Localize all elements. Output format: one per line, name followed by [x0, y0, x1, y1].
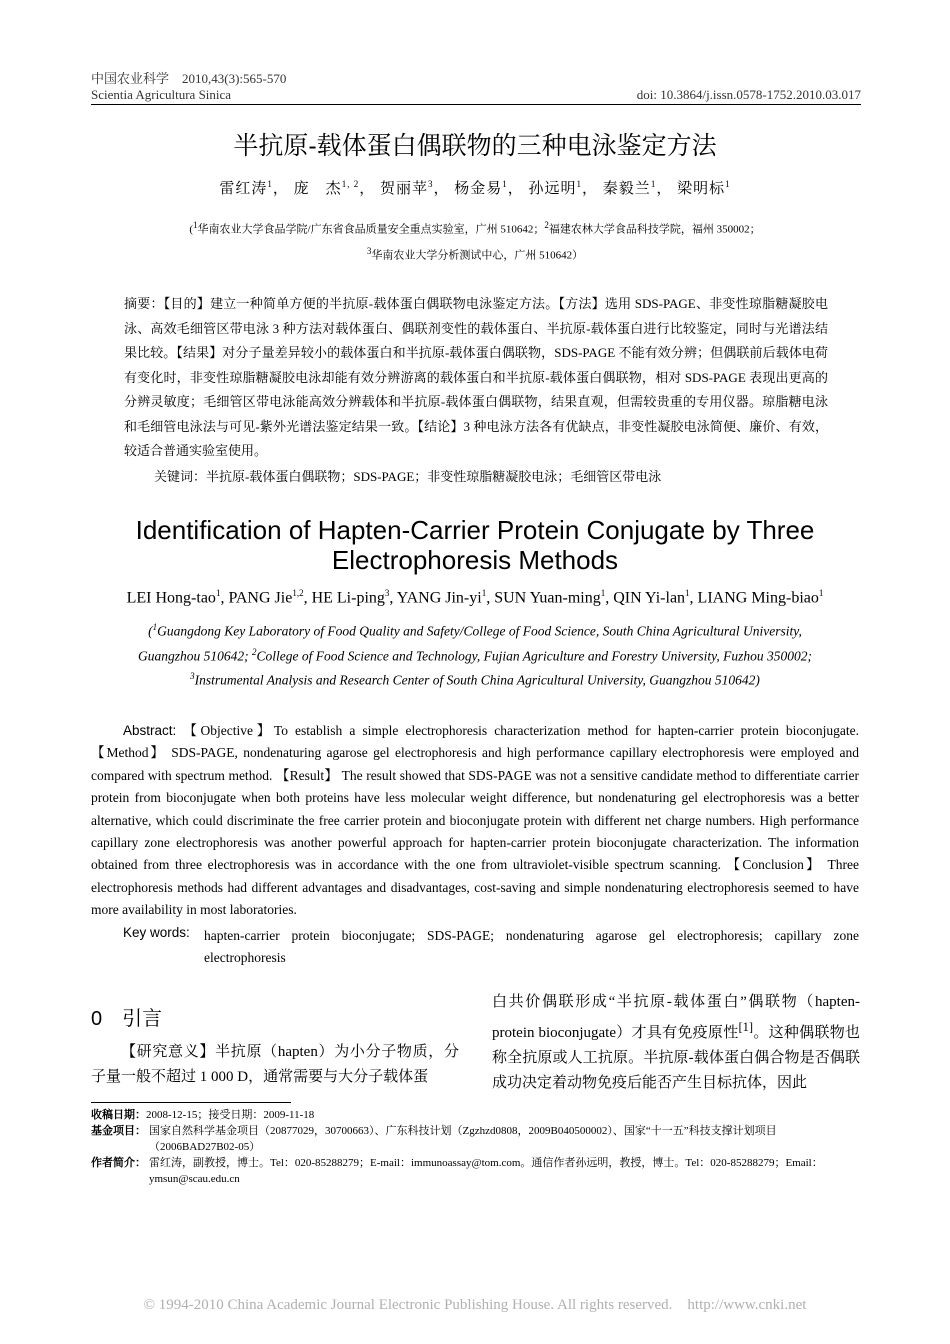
- keywords-en-text: hapten-carrier protein bioconjugate; SDS-PAGE; nondenaturing agarose gel electrophoresis; capillary zone electrophoresis: [204, 928, 859, 966]
- abstract-en-label: Abstract:: [123, 723, 177, 738]
- author-sup: 1,2: [292, 588, 304, 598]
- copyright-watermark: © 1994-2010 China Academic Journal Electronic Publishing House. All rights reserved. http://www.cnki.net: [143, 1297, 807, 1313]
- fund-text: 国家自然科学基金项目（20877029，30700663）、广东科技计划（Zgzhzd0808，2009B040500002）、国家“十一五”科技支撑计划项目（2006BAD27B02-05）: [149, 1125, 777, 1153]
- conclusion-text: Three electrophoresis methods had different advantages and disadvantages, cost-saving and simple nondenaturing electrophoresis seemed to have more availability in most laboratories.: [91, 857, 860, 918]
- aff-sup: 3: [366, 246, 372, 256]
- title-en-line1: Identification of Hapten-Carrier Protein Conjugate by Three: [135, 515, 815, 545]
- authors-cn: 雷红涛$^1$， 庞 杰$^{1, 2}$， 贺丽苹$^3$， 杨金易$^1$， 孙远明$^1$， 秦毅兰$^1$， 梁明标$^1$: [219, 179, 731, 197]
- aff-en-3: Instrumental Analysis and Research Center of South China Agricultural University, Guangzhou 510642: [194, 672, 756, 688]
- method-label: 【Method】: [91, 745, 166, 761]
- title-en: [0, 515, 950, 575]
- affiliation-cn-line2: [0, 246, 950, 263]
- author-sup: 1: [576, 179, 583, 189]
- author-sup: 1: [502, 179, 508, 189]
- title-cn: 半抗原-载体蛋白偶联物的三种电泳鉴定方法: [233, 132, 717, 160]
- author-en: YANG Jin-yi: [396, 589, 482, 607]
- received-text: 2008-12-15；接受日期：2009-11-18: [146, 1109, 315, 1121]
- method-text: SDS-PAGE, nondenaturing agarose gel electrophoresis and high performance capillary electrophoresis were employed and compared with spectrum method.: [91, 745, 860, 783]
- author-bio-label: 作者简介：: [91, 1157, 146, 1169]
- aff-en-1b: Guangzhou 510642;: [138, 648, 253, 664]
- aff-2: 福建农林大学食品科技学院，福州 350002；: [548, 223, 761, 236]
- result-text: The result showed that SDS-PAGE was not a sensitive candidate method to differentiate carrier protein from bioconjugate when both proteins have less molecular weight difference, but nondenaturing gel electrophoresis was a better alternative, which could discriminate the free carrier protein and bioconjugate protein with different net charge numbers. High performance capillary zone electrophoresis was another powerful approach for hapten-carrier protein bioconjugate characterization. The information obtained from three electrophoresis was in accordance with the one from ultraviolet-visible spectrum scanning.: [91, 767, 860, 873]
- author-cn: 杨金易: [454, 181, 503, 197]
- body-column-right: [492, 990, 860, 1096]
- aff-1: 华南农业大学食品学院/广东省食品质量安全重点实验室，广州 510642；: [197, 223, 545, 236]
- author-bio-text: 雷红涛，副教授，博士。Tel：020-85288279；E-mail：immunoassay@tom.com。通信作者孙远明，教授，博士。Tel：020-85288279；Email：ymsun@scau.edu.cn: [149, 1157, 823, 1185]
- author-en: LEI Hong-tao: [126, 589, 216, 607]
- received-label: 收稿日期：: [91, 1109, 146, 1121]
- body-text-right-a: 白共价偶联形成“半抗原-载体蛋白”偶联物（hapten-protein bioconjugate）才具有免疫原性: [492, 994, 860, 1041]
- body-text-left: 半抗原（hapten）为小分子物质，分子量一般不超过 1 000 D，通常需要与大分子载体蛋: [91, 1044, 459, 1085]
- author-cn: 雷红涛: [219, 181, 268, 197]
- journal-name-en: Scientia Agricultura Sinica: [91, 87, 232, 102]
- author-en: SUN Yuan-ming: [494, 589, 601, 607]
- authors-en: LEI Hong-tao$^1$, PANG Jie$^{1,2}$, HE Li-ping$^3$, YANG Jin-$yi^1$, SUN Yuan-ming$^1$, QIN Yi-lan$^1$, LIANG Ming-biao$^1$: [126, 588, 824, 607]
- aff-open: (: [189, 223, 194, 236]
- author-en: LIANG Ming-biao: [697, 589, 819, 607]
- section-heading: 0 引言: [91, 1008, 163, 1030]
- aff-sup: 3: [190, 671, 195, 681]
- aff-sup: 2: [252, 647, 257, 657]
- aff-sup: 2: [544, 220, 549, 230]
- fund-label: 基金项目：: [91, 1125, 146, 1137]
- affiliation-en-line3: $^3$Instrumental Analysis and Research Center of South China Agricultural University, Guangzhou 510642): [190, 671, 760, 688]
- doi: doi: 10.3864/j.issn.0578-1752.2010.03.017: [636, 87, 861, 102]
- body-column-left: [91, 1040, 459, 1090]
- title-en-line2: Electrophoresis Methods: [331, 545, 619, 575]
- author-cn: 秦毅兰: [602, 181, 651, 197]
- journal-name-cn: 中国农业科学 2010,43(3):565-570: [91, 71, 287, 86]
- research-significance-label: 【研究意义】: [121, 1044, 216, 1060]
- keywords-cn-text: 半抗原-载体蛋白偶联物；SDS-PAGE；非变性琼脂糖凝胶电泳；毛细管区带电泳: [206, 469, 662, 484]
- objective-label: 【Objective】: [183, 723, 274, 738]
- author-cn: 庞 杰: [293, 181, 342, 197]
- author-cn: 梁明标: [677, 181, 726, 197]
- footnote-rule: [91, 1102, 291, 1103]
- author-cn: 贺丽苹: [379, 181, 428, 197]
- author-sup: 1: [481, 588, 487, 598]
- author-sup: 1, 2: [341, 179, 360, 189]
- author-sup: 1: [650, 179, 657, 189]
- author-sup: 1: [725, 179, 731, 189]
- keywords-en-label: Key words:: [123, 925, 190, 940]
- citation-ref: [1]: [738, 1020, 754, 1034]
- author-cn: 孙远明: [528, 181, 577, 197]
- author-sup: 1: [267, 179, 273, 189]
- body-text-right-b: 。这种偶联物也称全抗原或人工抗原。半抗原-载体蛋白偶合物是否偶联成功决定着动物免疫后能否产生目标抗体，因此: [492, 1025, 860, 1091]
- aff-en-2: College of Food Science and Technology, Fujian Agriculture and Forestry University, Fuzhou 350002;: [256, 648, 812, 664]
- author-sup: 1: [685, 588, 690, 598]
- author-sup: 1: [600, 588, 606, 598]
- affiliation-cn-line1: [0, 220, 950, 237]
- objective-text: To establish a simple electrophoresis characterization method for hapten-carrier protein bioconjugate.: [273, 723, 860, 738]
- author-sup: 3: [384, 588, 390, 598]
- affiliation-en-line1: ($^1$Guangdong Key Laboratory of Food Quality and Safety/College of Food Science, South China Agricultural University,: [148, 622, 802, 639]
- aff-en-1: Guangdong Key Laboratory of Food Quality and Safety/College of Food Science, South China Agricultural University,: [157, 623, 802, 639]
- aff-sup: 1: [152, 622, 158, 632]
- footnote-fund: [91, 1123, 859, 1155]
- abstract-cn-text: 【目的】建立一种简单方便的半抗原-载体蛋白偶联物电泳鉴定方法。【方法】选用 SDS-PAGE、非变性琼脂糖凝胶电泳、高效毛细管区带电泳 3 种方法对载体蛋白、偶联剂变性的载体蛋白、半抗原-载体蛋白进行比较鉴定，同时与光谱法结果比较。【结果】对分子量差异较小的载体蛋白和半抗原-载体蛋白偶联物，SDS-PAGE 不能有效分辨；但偶联前后载体电荷有变化时，非变性琼脂糖凝胶电泳却能有效分辨游离的载体蛋白和半抗原-载体蛋白偶联物，相对 SDS-PAGE 表现出更高的分辨灵敏度；毛细管区带电泳能高效分辨载体和半抗原-载体蛋白偶联物，结果直观，但需较贵重的专用仪器。琼脂糖电泳和毛细管电泳法与可见-紫外光谱法鉴定结果一致。【结论】3 种电泳方法各有优缺点，非变性凝胶电泳简便、廉价、有效，较适合普通实验室使用。: [124, 296, 828, 458]
- keywords-cn: [154, 466, 661, 485]
- author-sup: 1: [818, 588, 824, 598]
- author-en: HE Li-ping: [311, 589, 385, 607]
- footnote-author: [91, 1155, 859, 1187]
- author-en: PANG Jie: [228, 589, 293, 607]
- abstract-cn: [124, 292, 828, 464]
- abstract-cn-label: 摘要：: [124, 296, 164, 311]
- author-en: QIN Yi-lan: [613, 589, 686, 607]
- author-sup: 1: [215, 588, 221, 598]
- aff-sup: 1: [193, 220, 198, 230]
- header-rule: [91, 104, 861, 105]
- result-label: 【Result】: [275, 767, 339, 783]
- keywords-cn-label: 关键词：: [154, 469, 207, 484]
- author-sup: 3: [427, 179, 434, 189]
- footnote-received: [91, 1107, 859, 1123]
- affiliation-en-line2: [0, 647, 950, 665]
- aff-3: 华南农业大学分析测试中心，广州 510642）: [371, 249, 584, 262]
- abstract-en: [91, 720, 859, 922]
- conclusion-label: 【Conclusion】: [726, 857, 822, 873]
